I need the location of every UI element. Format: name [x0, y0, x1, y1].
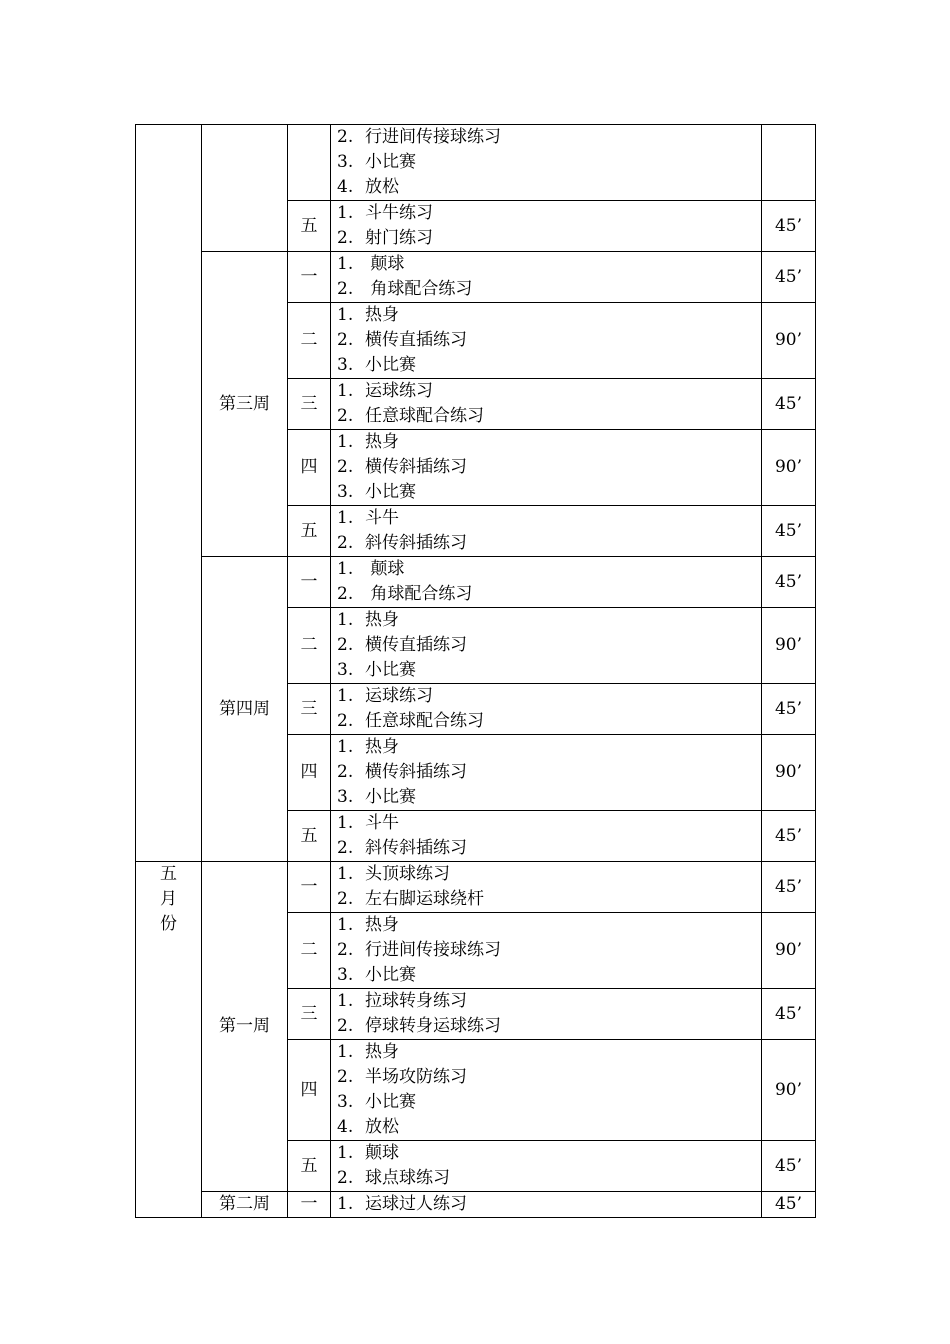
exercise-number: 1. — [337, 1042, 354, 1062]
exercise-number: 3. — [337, 482, 354, 502]
duration-cell: 45’ — [762, 506, 816, 557]
exercise-item — [337, 938, 761, 963]
duration-cell: 45’ — [762, 1141, 816, 1192]
exercise-number: 1. — [337, 305, 354, 325]
day-cell: 五 — [288, 1141, 331, 1192]
exercise-number: 3. — [337, 965, 354, 985]
exercise-item — [337, 913, 761, 938]
exercise-name: 运球练习 — [365, 686, 433, 706]
exercise-number: 2. — [337, 762, 354, 782]
exercise-list-cell — [331, 862, 762, 913]
exercise-number: 1. — [337, 915, 354, 935]
exercise-number: 3. — [337, 355, 354, 375]
exercise-item — [337, 836, 761, 861]
exercise-list-cell — [331, 913, 762, 989]
exercise-number: 1. — [337, 508, 354, 528]
exercise-number: 1. — [337, 864, 354, 884]
exercise-item — [337, 404, 761, 429]
exercise-item — [337, 1040, 761, 1065]
week-cell: 第三周 — [202, 252, 288, 557]
duration-cell: 90’ — [762, 913, 816, 989]
exercise-number: 1. — [337, 1194, 354, 1214]
exercise-name: 斗牛 — [365, 813, 399, 833]
exercise-item — [337, 735, 761, 760]
schedule-row — [136, 125, 816, 201]
exercise-number: 3. — [337, 1092, 354, 1112]
schedule-body — [136, 125, 816, 1218]
duration-cell: 45’ — [762, 989, 816, 1040]
month-char: 五 — [160, 864, 177, 884]
day-cell: 三 — [288, 379, 331, 430]
exercise-name: 任意球配合练习 — [365, 406, 484, 426]
exercise-list-cell — [331, 735, 762, 811]
exercise-number: 2. — [337, 584, 354, 604]
exercise-item — [337, 531, 761, 556]
exercise-number: 4. — [337, 1117, 354, 1137]
exercise-item — [337, 1115, 761, 1140]
month-char: 月 — [160, 889, 177, 909]
day-cell — [288, 125, 331, 201]
exercise-list-cell — [331, 125, 762, 201]
exercise-name: 角球配合练习 — [365, 279, 473, 299]
exercise-list-cell — [331, 684, 762, 735]
exercise-name: 半场攻防练习 — [365, 1067, 467, 1087]
exercise-number: 2. — [337, 533, 354, 553]
schedule-row — [136, 1192, 816, 1218]
exercise-number: 2. — [337, 1168, 354, 1188]
month-char: 份 — [160, 914, 177, 934]
exercise-name: 左右脚运球绕杆 — [365, 889, 484, 909]
exercise-item — [337, 760, 761, 785]
exercise-number: 2. — [337, 711, 354, 731]
exercise-name: 小比赛 — [365, 482, 416, 502]
exercise-number: 1. — [337, 686, 354, 706]
exercise-name: 横传斜插练习 — [365, 457, 467, 477]
schedule-row — [136, 252, 816, 303]
exercise-list-cell — [331, 506, 762, 557]
exercise-item — [337, 608, 761, 633]
exercise-name: 放松 — [365, 1117, 399, 1137]
exercise-name: 小比赛 — [365, 355, 416, 375]
exercise-list-cell — [331, 303, 762, 379]
exercise-item — [337, 379, 761, 404]
exercise-name: 斜传斜插练习 — [365, 533, 467, 553]
exercise-list-cell — [331, 1040, 762, 1141]
exercise-item — [337, 709, 761, 734]
exercise-number: 1. — [337, 203, 354, 223]
exercise-list-cell — [331, 989, 762, 1040]
exercise-number: 3. — [337, 660, 354, 680]
exercise-item — [337, 658, 761, 683]
exercise-number: 2. — [337, 330, 354, 350]
day-cell: 五 — [288, 506, 331, 557]
exercise-name: 热身 — [365, 737, 399, 757]
exercise-name: 停球转身运球练习 — [365, 1016, 501, 1036]
day-cell: 一 — [288, 557, 331, 608]
exercise-name: 行进间传接球练习 — [365, 940, 501, 960]
exercise-name: 小比赛 — [365, 965, 416, 985]
exercise-item — [337, 963, 761, 988]
exercise-item — [337, 201, 761, 226]
exercise-name: 颠球 — [365, 1143, 399, 1163]
exercise-number: 2. — [337, 940, 354, 960]
day-cell: 一 — [288, 1192, 331, 1218]
exercise-item — [337, 582, 761, 607]
exercise-list-cell — [331, 201, 762, 252]
exercise-item — [337, 1141, 761, 1166]
exercise-name: 热身 — [365, 915, 399, 935]
exercise-item — [337, 480, 761, 505]
exercise-number: 2. — [337, 1016, 354, 1036]
schedule-row — [136, 862, 816, 913]
month-cell — [136, 862, 202, 1218]
duration-cell: 90’ — [762, 303, 816, 379]
exercise-number: 2. — [337, 127, 354, 147]
exercise-number: 1. — [337, 737, 354, 757]
exercise-name: 运球练习 — [365, 381, 433, 401]
duration-cell: 45’ — [762, 1192, 816, 1218]
exercise-name: 颠球 — [365, 559, 405, 579]
exercise-list-cell — [331, 1192, 762, 1218]
exercise-number: 1. — [337, 610, 354, 630]
exercise-item — [337, 989, 761, 1014]
exercise-name: 热身 — [365, 1042, 399, 1062]
duration-cell: 45’ — [762, 557, 816, 608]
day-cell: 五 — [288, 201, 331, 252]
exercise-name: 斗牛练习 — [365, 203, 433, 223]
exercise-item — [337, 226, 761, 251]
exercise-name: 横传斜插练习 — [365, 762, 467, 782]
exercise-name: 热身 — [365, 305, 399, 325]
day-cell: 四 — [288, 735, 331, 811]
exercise-item — [337, 455, 761, 480]
exercise-item — [337, 1065, 761, 1090]
exercise-number: 2. — [337, 1067, 354, 1087]
duration-cell: 45’ — [762, 862, 816, 913]
exercise-number: 1. — [337, 813, 354, 833]
exercise-number: 2. — [337, 279, 354, 299]
exercise-item — [337, 887, 761, 912]
exercise-name: 射门练习 — [365, 228, 433, 248]
exercise-name: 角球配合练习 — [365, 584, 473, 604]
exercise-list-cell — [331, 252, 762, 303]
exercise-item — [337, 1014, 761, 1039]
exercise-number: 1. — [337, 432, 354, 452]
exercise-name: 横传直插练习 — [365, 330, 467, 350]
exercise-name: 头顶球练习 — [365, 864, 450, 884]
exercise-item — [337, 175, 761, 200]
exercise-number: 4. — [337, 177, 354, 197]
duration-cell: 90’ — [762, 1040, 816, 1141]
exercise-item — [337, 252, 761, 277]
exercise-number: 3. — [337, 787, 354, 807]
day-cell: 四 — [288, 430, 331, 506]
exercise-number: 1. — [337, 381, 354, 401]
duration-cell: 90’ — [762, 735, 816, 811]
exercise-item — [337, 1192, 761, 1217]
exercise-list-cell — [331, 430, 762, 506]
week-cell: 第四周 — [202, 557, 288, 862]
week-cell: 第二周 — [202, 1192, 288, 1218]
exercise-name: 斗牛 — [365, 508, 399, 528]
duration-cell: 45’ — [762, 379, 816, 430]
exercise-list-cell — [331, 1141, 762, 1192]
exercise-item — [337, 1090, 761, 1115]
exercise-item — [337, 811, 761, 836]
week-cell: 第一周 — [202, 862, 288, 1192]
exercise-list-cell — [331, 811, 762, 862]
week-cell — [202, 125, 288, 252]
exercise-number: 3. — [337, 152, 354, 172]
exercise-name: 球点球练习 — [365, 1168, 450, 1188]
exercise-name: 小比赛 — [365, 660, 416, 680]
day-cell: 三 — [288, 684, 331, 735]
exercise-name: 热身 — [365, 432, 399, 452]
exercise-name: 任意球配合练习 — [365, 711, 484, 731]
duration-cell: 45’ — [762, 684, 816, 735]
exercise-number: 2. — [337, 889, 354, 909]
exercise-item — [337, 150, 761, 175]
exercise-name: 热身 — [365, 610, 399, 630]
exercise-number: 2. — [337, 228, 354, 248]
exercise-name: 横传直插练习 — [365, 635, 467, 655]
exercise-number: 1. — [337, 991, 354, 1011]
schedule-row — [136, 557, 816, 608]
duration-cell — [762, 125, 816, 201]
exercise-number: 1. — [337, 254, 354, 274]
exercise-item — [337, 328, 761, 353]
exercise-name: 颠球 — [365, 254, 405, 274]
exercise-list-cell — [331, 379, 762, 430]
exercise-item — [337, 684, 761, 709]
day-cell: 一 — [288, 252, 331, 303]
exercise-name: 斜传斜插练习 — [365, 838, 467, 858]
day-cell: 二 — [288, 303, 331, 379]
day-cell: 一 — [288, 862, 331, 913]
exercise-name: 小比赛 — [365, 152, 416, 172]
exercise-item — [337, 277, 761, 302]
exercise-item — [337, 862, 761, 887]
training-schedule-table — [135, 124, 816, 1218]
duration-cell: 45’ — [762, 252, 816, 303]
exercise-name: 放松 — [365, 177, 399, 197]
day-cell: 二 — [288, 913, 331, 989]
exercise-number: 1. — [337, 1143, 354, 1163]
exercise-name: 小比赛 — [365, 1092, 416, 1112]
month-cell — [136, 125, 202, 862]
exercise-item — [337, 557, 761, 582]
exercise-item — [337, 353, 761, 378]
exercise-item — [337, 125, 761, 150]
duration-cell: 45’ — [762, 811, 816, 862]
exercise-number: 2. — [337, 406, 354, 426]
exercise-number: 2. — [337, 838, 354, 858]
exercise-number: 1. — [337, 559, 354, 579]
duration-cell: 90’ — [762, 608, 816, 684]
exercise-item — [337, 785, 761, 810]
day-cell: 二 — [288, 608, 331, 684]
exercise-name: 运球过人练习 — [365, 1194, 467, 1214]
exercise-item — [337, 303, 761, 328]
duration-cell: 90’ — [762, 430, 816, 506]
exercise-item — [337, 633, 761, 658]
exercise-name: 拉球转身练习 — [365, 991, 467, 1011]
day-cell: 三 — [288, 989, 331, 1040]
exercise-name: 小比赛 — [365, 787, 416, 807]
exercise-name: 行进间传接球练习 — [365, 127, 501, 147]
exercise-item — [337, 430, 761, 455]
exercise-item — [337, 506, 761, 531]
exercise-number: 2. — [337, 457, 354, 477]
exercise-item — [337, 1166, 761, 1191]
duration-cell: 45’ — [762, 201, 816, 252]
exercise-list-cell — [331, 557, 762, 608]
exercise-list-cell — [331, 608, 762, 684]
day-cell: 四 — [288, 1040, 331, 1141]
day-cell: 五 — [288, 811, 331, 862]
exercise-number: 2. — [337, 635, 354, 655]
